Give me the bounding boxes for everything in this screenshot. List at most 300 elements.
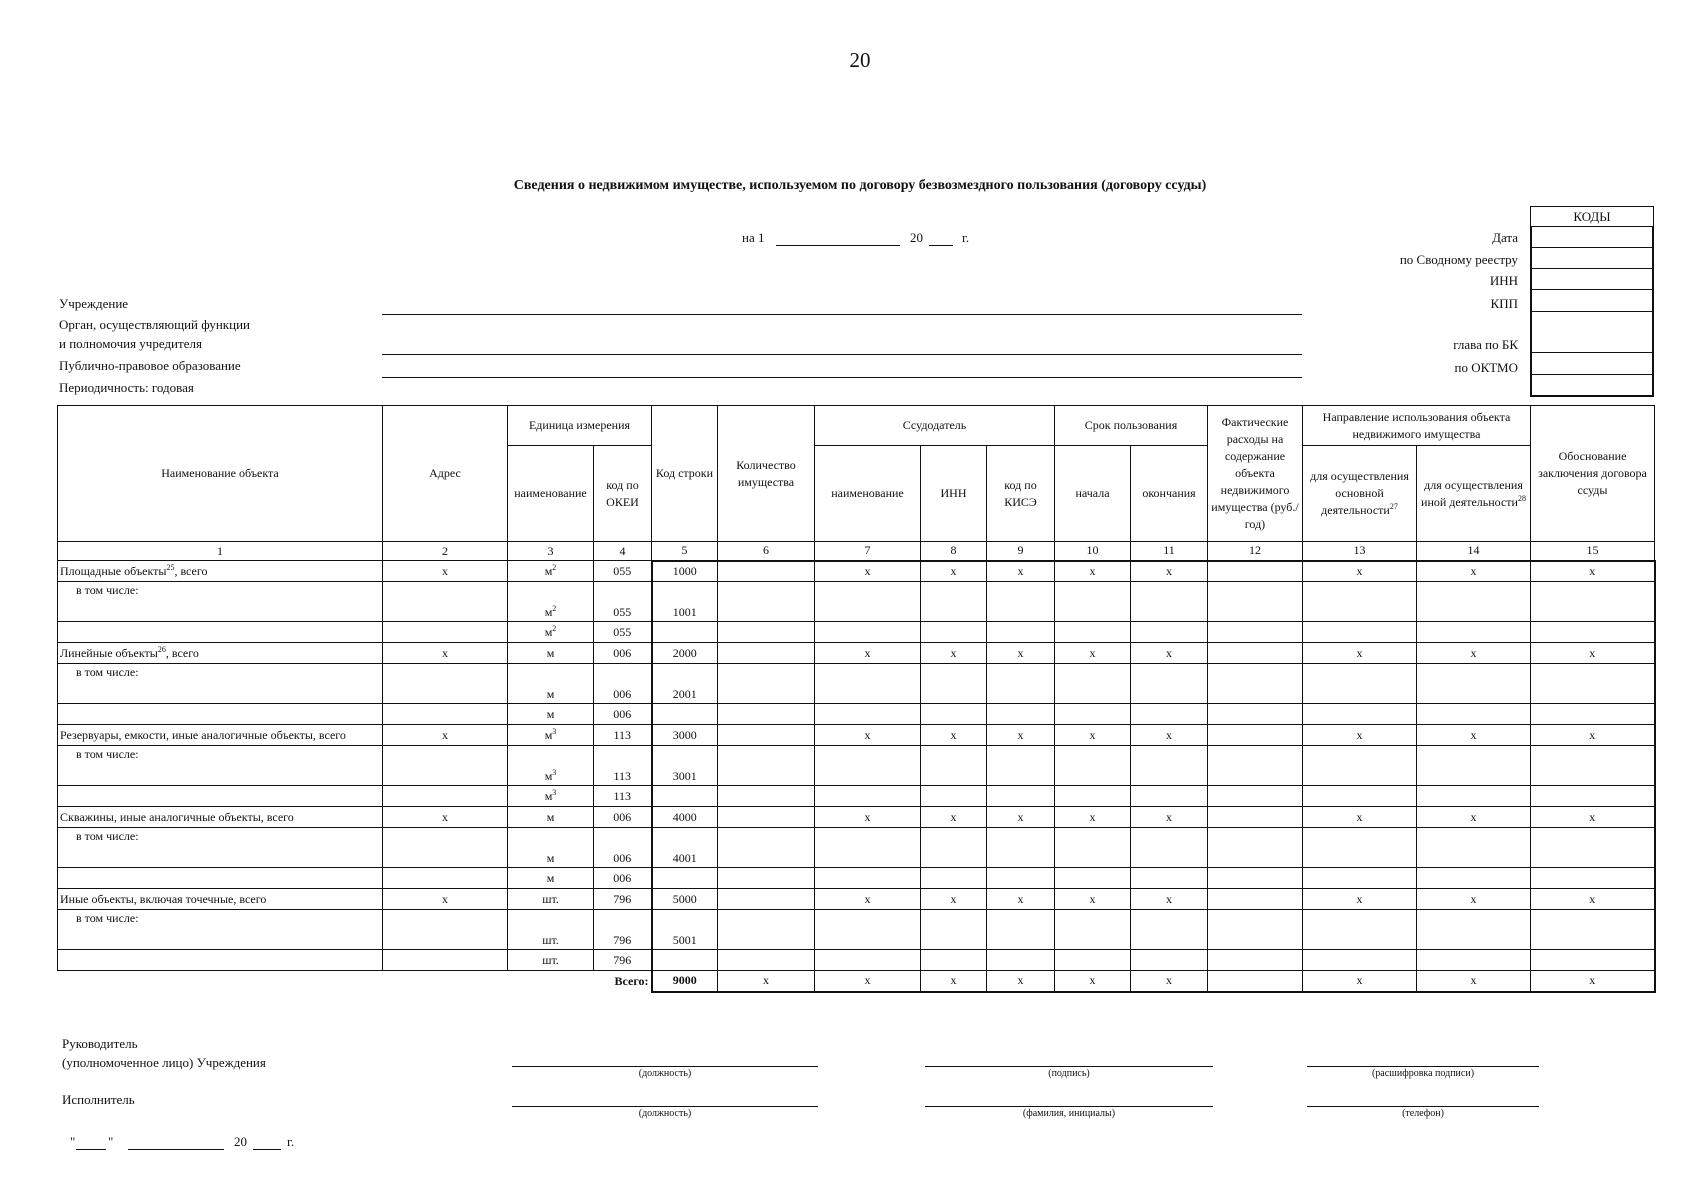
input-cell[interactable] (1208, 704, 1303, 725)
input-cell[interactable] (718, 746, 815, 786)
input-cell[interactable] (652, 704, 718, 725)
code-bk-cell[interactable] (1532, 312, 1652, 353)
header-expenses: Фактические расходы на содержание объекта недвижимого имущества (руб./год) (1208, 406, 1303, 542)
input-cell[interactable] (1531, 622, 1655, 643)
code-label-inn: ИНН (1489, 273, 1518, 288)
unit-text: м (544, 727, 553, 742)
date-day-month-field[interactable] (776, 245, 900, 246)
input-cell[interactable] (1417, 582, 1531, 622)
unit-text: м (544, 788, 553, 803)
unit-text: шт. (542, 933, 559, 947)
footnote-mark: 25 (166, 562, 175, 572)
input-cell[interactable] (652, 786, 718, 807)
input-cell[interactable] (718, 725, 815, 746)
input-cell[interactable] (1208, 910, 1303, 950)
header-lender-name: наименование (815, 446, 921, 542)
input-cell[interactable] (1131, 950, 1208, 971)
unit-power: 3 (552, 768, 557, 777)
input-cell[interactable] (1531, 786, 1655, 807)
x-mark: х (1055, 889, 1131, 910)
row-name-text: Резервуары, емкости, иные аналогичные объекты, всего (60, 727, 346, 742)
input-cell[interactable] (815, 704, 921, 725)
x-mark: х (815, 807, 921, 828)
input-cell[interactable] (987, 910, 1055, 950)
line-code: 4001 (652, 828, 718, 868)
input-cell[interactable] (1303, 910, 1417, 950)
input-cell[interactable] (383, 910, 508, 950)
input-cell[interactable] (1531, 950, 1655, 971)
input-cell[interactable] (815, 582, 921, 622)
line-code: 4000 (652, 807, 718, 828)
col-number: 4 (594, 542, 652, 561)
input-cell[interactable] (1055, 704, 1131, 725)
x-mark: х (987, 889, 1055, 910)
input-cell[interactable] (1303, 828, 1417, 868)
input-cell[interactable] (1055, 868, 1131, 889)
input-cell[interactable] (987, 786, 1055, 807)
label-institution: Учреждение (59, 296, 129, 311)
row-name-suffix: , всего (165, 645, 199, 660)
input-cell[interactable] (1055, 950, 1131, 971)
input-cell[interactable] (1303, 950, 1417, 971)
unit-text: м (546, 870, 555, 885)
input-cell[interactable] (1055, 582, 1131, 622)
row-name-text: Скважины, иные аналогичные объекты, всего (60, 809, 294, 824)
unit-power: 2 (552, 562, 557, 572)
x-mark: х (1531, 889, 1655, 910)
input-cell[interactable] (58, 704, 383, 725)
input-cell[interactable] (1208, 643, 1303, 664)
x-mark: х (1131, 643, 1208, 664)
input-cell[interactable] (652, 868, 718, 889)
x-mark: х (815, 889, 921, 910)
x-mark: х (815, 971, 921, 992)
input-cell[interactable] (987, 664, 1055, 704)
input-cell[interactable] (815, 828, 921, 868)
head-position-field[interactable] (512, 1066, 818, 1067)
unit-text: м (546, 809, 555, 824)
x-mark: х (1131, 725, 1208, 746)
cap-position-2: (должность) (638, 1108, 692, 1119)
input-cell[interactable] (921, 622, 987, 643)
input-cell[interactable] (58, 622, 383, 643)
x-mark: х (383, 807, 508, 828)
x-mark: х (1303, 561, 1417, 582)
unit-text: м (544, 769, 553, 783)
input-cell[interactable] (1417, 910, 1531, 950)
row-name (58, 889, 383, 910)
code-blank-cell[interactable] (1532, 375, 1652, 395)
table-body (58, 542, 1655, 992)
input-cell[interactable] (1531, 582, 1655, 622)
code-kpp-cell[interactable] (1532, 290, 1652, 312)
input-cell[interactable] (718, 828, 815, 868)
sign-date-year-prefix: 20 (234, 1134, 247, 1149)
total-line-code: 9000 (652, 971, 718, 992)
row-name (58, 643, 383, 664)
input-cell[interactable] (1417, 664, 1531, 704)
date-suffix: г. (962, 230, 970, 245)
line-code: 3001 (652, 746, 718, 786)
okei-code: 796 (594, 889, 652, 910)
header-term: Срок пользования (1055, 406, 1208, 446)
input-cell[interactable] (1131, 828, 1208, 868)
total-label: Всего: (614, 973, 649, 988)
page-number: 20 (849, 48, 871, 72)
col-number: 13 (1303, 542, 1417, 561)
line-code: 2000 (652, 643, 718, 664)
unit-text: м (544, 624, 553, 639)
header-unit: Единица измерения (508, 406, 652, 446)
header-line-code: Код строки (652, 406, 718, 542)
col-number: 1 (58, 542, 383, 561)
property-table (57, 405, 1656, 993)
x-mark: х (383, 561, 508, 582)
x-mark: х (1055, 561, 1131, 582)
okei-code: 113 (594, 725, 652, 746)
incl-label: в том числе: (58, 582, 383, 622)
col-number: 2 (383, 542, 508, 561)
input-cell[interactable] (1131, 704, 1208, 725)
x-mark: х (1055, 807, 1131, 828)
table-row (58, 910, 1655, 950)
input-cell[interactable] (1531, 868, 1655, 889)
input-cell[interactable] (1208, 971, 1303, 992)
x-mark: х (815, 561, 921, 582)
input-cell[interactable] (921, 868, 987, 889)
okei-code: 006 (594, 643, 652, 664)
cap-name: (фамилия, инициалы) (1022, 1108, 1116, 1119)
input-cell[interactable] (1055, 828, 1131, 868)
input-cell[interactable] (815, 910, 921, 950)
input-cell[interactable] (987, 868, 1055, 889)
okei-code: 113 (594, 786, 652, 807)
sign-date-quote-open: " (70, 1134, 76, 1149)
input-cell[interactable] (718, 561, 815, 582)
input-cell[interactable] (921, 582, 987, 622)
sign-date-month-field[interactable] (128, 1149, 224, 1150)
input-cell[interactable] (1055, 910, 1131, 950)
x-mark: х (987, 807, 1055, 828)
input-cell[interactable] (1417, 786, 1531, 807)
input-cell[interactable] (1208, 950, 1303, 971)
okei-code: 055 (594, 561, 652, 582)
x-mark: х (987, 971, 1055, 992)
header-quantity: Количество имущества (718, 406, 815, 542)
okei-code: 796 (594, 950, 652, 971)
input-cell[interactable] (1417, 746, 1531, 786)
x-mark: х (1131, 807, 1208, 828)
input-cell[interactable] (383, 582, 508, 622)
input-cell[interactable] (652, 950, 718, 971)
input-cell[interactable] (718, 786, 815, 807)
unit-name (508, 828, 594, 868)
x-mark: х (1131, 971, 1208, 992)
line-code: 5000 (652, 889, 718, 910)
input-cell[interactable] (1303, 622, 1417, 643)
input-cell[interactable] (718, 868, 815, 889)
input-cell[interactable] (1417, 868, 1531, 889)
input-cell[interactable] (1208, 725, 1303, 746)
input-cell[interactable] (718, 910, 815, 950)
organ-field[interactable] (382, 354, 1302, 355)
codes-header: КОДЫ (1530, 206, 1654, 227)
input-cell[interactable] (1208, 622, 1303, 643)
input-cell[interactable] (1208, 664, 1303, 704)
okei-code: 055 (594, 582, 652, 622)
input-cell[interactable] (383, 622, 508, 643)
input-cell[interactable] (1531, 828, 1655, 868)
exec-name-field[interactable] (925, 1106, 1213, 1107)
x-mark: х (1131, 889, 1208, 910)
sig-head-1: Руководитель (62, 1036, 138, 1051)
x-mark: х (921, 725, 987, 746)
input-cell[interactable] (815, 786, 921, 807)
x-mark: х (815, 725, 921, 746)
x-mark: х (921, 889, 987, 910)
input-cell[interactable] (1417, 828, 1531, 868)
input-cell[interactable] (815, 950, 921, 971)
head-decoding-field[interactable] (1307, 1066, 1539, 1067)
code-registry-cell[interactable] (1532, 248, 1652, 269)
header-lender-inn: ИНН (921, 446, 987, 542)
x-mark: х (987, 561, 1055, 582)
input-cell[interactable] (1303, 704, 1417, 725)
unit-text: м (546, 706, 555, 721)
input-cell[interactable] (58, 950, 383, 971)
x-mark: х (1531, 807, 1655, 828)
input-cell[interactable] (1055, 746, 1131, 786)
input-cell[interactable] (1208, 561, 1303, 582)
input-cell[interactable] (1303, 664, 1417, 704)
input-cell[interactable] (1131, 622, 1208, 643)
row-name-text: Линейные объекты (60, 645, 158, 660)
code-label-registry: по Сводному реестру (1399, 252, 1518, 267)
input-cell[interactable] (383, 828, 508, 868)
input-cell[interactable] (718, 807, 815, 828)
col-number: 15 (1531, 542, 1655, 561)
input-cell[interactable] (58, 786, 383, 807)
input-cell[interactable] (383, 746, 508, 786)
input-cell[interactable] (1131, 746, 1208, 786)
input-cell[interactable] (1208, 889, 1303, 910)
input-cell[interactable] (1208, 807, 1303, 828)
col-number: 7 (815, 542, 921, 561)
line-code: 3000 (652, 725, 718, 746)
input-cell[interactable] (815, 868, 921, 889)
input-cell[interactable] (921, 746, 987, 786)
unit-text: м (546, 851, 555, 865)
input-cell[interactable] (1208, 582, 1303, 622)
x-mark: х (921, 643, 987, 664)
code-label-bk: глава по БК (1453, 337, 1518, 352)
x-mark: х (987, 643, 1055, 664)
unit-power: 3 (552, 787, 557, 797)
x-mark: х (1417, 725, 1531, 746)
input-cell[interactable] (987, 622, 1055, 643)
code-oktmo-cell[interactable] (1532, 353, 1652, 375)
code-inn-cell[interactable] (1532, 269, 1652, 290)
col-number: 6 (718, 542, 815, 561)
cap-phone: (телефон) (1402, 1108, 1444, 1119)
input-cell[interactable] (815, 746, 921, 786)
x-mark: х (1531, 561, 1655, 582)
unit-name (508, 643, 594, 664)
input-cell[interactable] (987, 704, 1055, 725)
exec-phone-field[interactable] (1307, 1106, 1539, 1107)
input-cell[interactable] (1131, 910, 1208, 950)
input-cell[interactable] (1131, 664, 1208, 704)
input-cell[interactable] (58, 868, 383, 889)
code-date-cell[interactable] (1532, 227, 1652, 248)
input-cell[interactable] (815, 622, 921, 643)
row-name-text: Иные объекты, включая точечные, всего (60, 891, 267, 906)
table-row (58, 561, 1655, 582)
col-number: 9 (987, 542, 1055, 561)
input-cell[interactable] (652, 622, 718, 643)
public-entity-field[interactable] (382, 377, 1302, 378)
input-cell[interactable] (1417, 950, 1531, 971)
input-cell[interactable] (718, 643, 815, 664)
line-code: 1001 (652, 582, 718, 622)
unit-name (508, 622, 594, 643)
incl-label: в том числе: (58, 828, 383, 868)
x-mark: х (383, 643, 508, 664)
x-mark: х (815, 643, 921, 664)
input-cell[interactable] (1208, 786, 1303, 807)
unit-text: м (544, 563, 553, 578)
input-cell[interactable] (1055, 786, 1131, 807)
input-cell[interactable] (1208, 828, 1303, 868)
input-cell[interactable] (383, 868, 508, 889)
input-cell[interactable] (1303, 582, 1417, 622)
row-name (58, 807, 383, 828)
input-cell[interactable] (718, 622, 815, 643)
input-cell[interactable] (383, 786, 508, 807)
input-cell[interactable] (1531, 910, 1655, 950)
input-cell[interactable] (921, 704, 987, 725)
input-cell[interactable] (1131, 786, 1208, 807)
x-mark: х (1531, 971, 1655, 992)
sig-head-2: (уполномоченное лицо) Учреждения (62, 1055, 266, 1070)
input-cell[interactable] (1055, 664, 1131, 704)
col-number: 5 (652, 542, 718, 561)
unit-name (508, 910, 594, 950)
table-row (58, 725, 1655, 746)
header-direction-main (1303, 446, 1417, 542)
unit-name (508, 889, 594, 910)
line-code: 2001 (652, 664, 718, 704)
okei-code: 006 (594, 664, 652, 704)
input-cell[interactable] (815, 664, 921, 704)
header-direction-other (1417, 446, 1531, 542)
input-cell[interactable] (718, 704, 815, 725)
okei-code: 113 (594, 746, 652, 786)
input-cell[interactable] (921, 786, 987, 807)
col-number: 8 (921, 542, 987, 561)
row-name-text: Площадные объекты (60, 563, 167, 578)
sign-date-year-field[interactable] (253, 1149, 281, 1150)
date-year-field[interactable] (929, 245, 953, 246)
header-direction-other-text: для осуществления иной деятельности (1421, 477, 1523, 509)
sign-date-day-field[interactable] (76, 1149, 106, 1150)
input-cell[interactable] (1131, 868, 1208, 889)
label-organ-1: Орган, осуществляющий функции (59, 317, 250, 332)
input-cell[interactable] (383, 704, 508, 725)
exec-position-field[interactable] (512, 1106, 818, 1107)
header-direction-main-text: для осуществления основной деятельности (1310, 469, 1409, 517)
input-cell[interactable] (1208, 868, 1303, 889)
input-cell[interactable] (987, 746, 1055, 786)
input-cell[interactable] (718, 950, 815, 971)
input-cell[interactable] (1303, 786, 1417, 807)
input-cell[interactable] (718, 582, 815, 622)
unit-name (508, 561, 594, 582)
input-cell[interactable] (987, 950, 1055, 971)
input-cell[interactable] (1303, 868, 1417, 889)
header-lender: Ссудодатель (815, 406, 1055, 446)
x-mark: х (921, 561, 987, 582)
input-cell[interactable] (921, 828, 987, 868)
x-mark: х (1055, 971, 1131, 992)
unit-text: м (546, 645, 555, 660)
x-mark: х (383, 889, 508, 910)
input-cell[interactable] (1531, 664, 1655, 704)
unit-text: шт. (542, 952, 559, 967)
input-cell[interactable] (1303, 746, 1417, 786)
input-cell[interactable] (718, 664, 815, 704)
total-row (58, 971, 1655, 992)
input-cell[interactable] (383, 950, 508, 971)
input-cell[interactable] (1417, 704, 1531, 725)
header-name: Наименование объекта (58, 406, 383, 542)
input-cell[interactable] (1055, 622, 1131, 643)
input-cell[interactable] (1531, 704, 1655, 725)
unit-name (508, 786, 594, 807)
table-row (58, 828, 1655, 868)
unit-name (508, 746, 594, 786)
table-row (58, 622, 1655, 643)
input-cell[interactable] (1531, 746, 1655, 786)
input-cell[interactable] (921, 910, 987, 950)
institution-field[interactable] (382, 314, 1302, 315)
input-cell[interactable] (1417, 622, 1531, 643)
head-signature-field[interactable] (925, 1066, 1213, 1067)
input-cell[interactable] (383, 664, 508, 704)
header-unit-name: наименование (508, 446, 594, 542)
cap-signature: (подпись) (1048, 1068, 1090, 1079)
x-mark: х (987, 725, 1055, 746)
input-cell[interactable] (921, 950, 987, 971)
input-cell[interactable] (921, 664, 987, 704)
line-code: 1000 (652, 561, 718, 582)
x-mark: х (718, 971, 815, 992)
x-mark: х (1055, 725, 1131, 746)
table-row (58, 889, 1655, 910)
input-cell[interactable] (718, 889, 815, 910)
x-mark: х (1531, 643, 1655, 664)
footnote-27: 27 (1389, 502, 1398, 511)
x-mark: х (1303, 807, 1417, 828)
okei-code: 006 (594, 868, 652, 889)
input-cell[interactable] (987, 582, 1055, 622)
table-row (58, 807, 1655, 828)
input-cell[interactable] (1131, 582, 1208, 622)
table-row (58, 582, 1655, 622)
input-cell[interactable] (1208, 746, 1303, 786)
table-row (58, 643, 1655, 664)
input-cell[interactable] (987, 828, 1055, 868)
